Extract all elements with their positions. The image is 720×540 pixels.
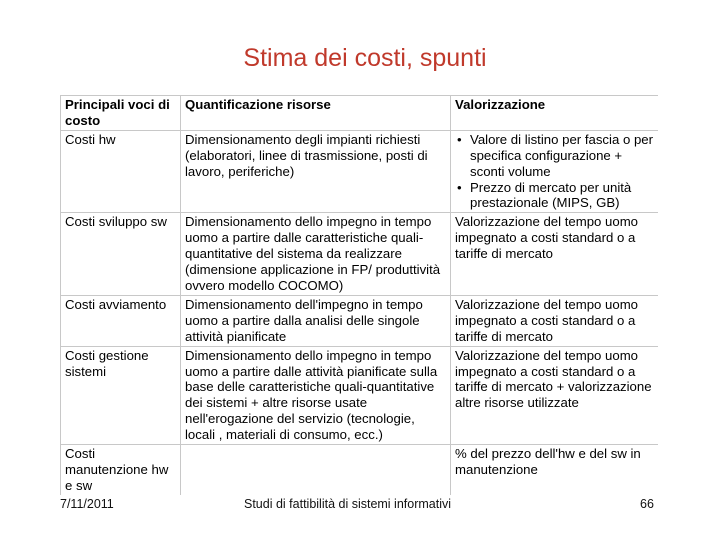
header-cell-voci: Principali voci di costo <box>61 96 181 131</box>
table-row <box>61 445 659 495</box>
cell-valorizzazione <box>451 130 659 213</box>
cell-quantificazione <box>181 445 451 495</box>
cell-valorizzazione: % del prezzo dell'hw e del sw in manutenzione <box>451 445 659 495</box>
cell-quantificazione: Dimensionamento dello impegno in tempo uomo a partire dalle caratteristiche quali-quantitative del sistema da realizzare (dimensione applicazione in FP/ produttività ovvero modello COCOMO) <box>181 213 451 296</box>
cell-quantificazione: Dimensionamento dello impegno in tempo uomo a partire dalle attività pianificate sulla base delle caratteristiche quali-quantitative dei sistemi + altre risorse usate nell'erogazione del servizio (tecnologie, locali , materiali di consumo, ecc.) <box>181 346 451 444</box>
bullet-item: • Prezzo di mercato per unità prestazionale (MIPS, GB) <box>470 180 655 212</box>
slide-title: Stima dei costi, spunti <box>243 44 487 72</box>
cost-table-container <box>60 95 658 495</box>
table-row <box>61 213 659 296</box>
table-row <box>61 346 659 444</box>
cell-quantificazione: Dimensionamento dell'impegno in tempo uomo a partire dalla analisi delle singole attività pianificate <box>181 295 451 346</box>
cell-valorizzazione: Valorizzazione del tempo uomo impegnato a costi standard o a tariffe di mercato + valorizzazione altre risorse utilizzate <box>451 346 659 444</box>
footer-page-number: 66 <box>640 497 654 511</box>
header-cell-valorizzazione: Valorizzazione <box>451 96 659 131</box>
table-header-row <box>61 96 659 131</box>
cell-voce: Costi hw <box>61 130 181 213</box>
cost-table <box>60 95 658 495</box>
cell-voce: Costi manutenzione hw e sw <box>61 445 181 495</box>
valorizzazione-bullet-list <box>455 132 655 212</box>
header-cell-quantificazione: Quantificazione risorse <box>181 96 451 131</box>
footer-date: 7/11/2011 <box>60 497 114 511</box>
cell-valorizzazione: Valorizzazione del tempo uomo impegnato a costi standard o a tariffe di mercato <box>451 295 659 346</box>
cell-voce: Costi sviluppo sw <box>61 213 181 296</box>
cell-valorizzazione: Valorizzazione del tempo uomo impegnato a costi standard o a tariffe di mercato <box>451 213 659 296</box>
cell-voce: Costi gestione sistemi <box>61 346 181 444</box>
footer-course-title: Studi di fattibilità di sistemi informativi <box>244 497 452 511</box>
bullet-item: • Valore di listino per fascia o per specifica configurazione + sconti volume <box>470 132 655 180</box>
cell-quantificazione: Dimensionamento degli impianti richiesti (elaboratori, linee di trasmissione, posti di lavoro, periferiche) <box>181 130 451 213</box>
table-row <box>61 130 659 213</box>
table-row <box>61 295 659 346</box>
cell-voce: Costi avviamento <box>61 295 181 346</box>
